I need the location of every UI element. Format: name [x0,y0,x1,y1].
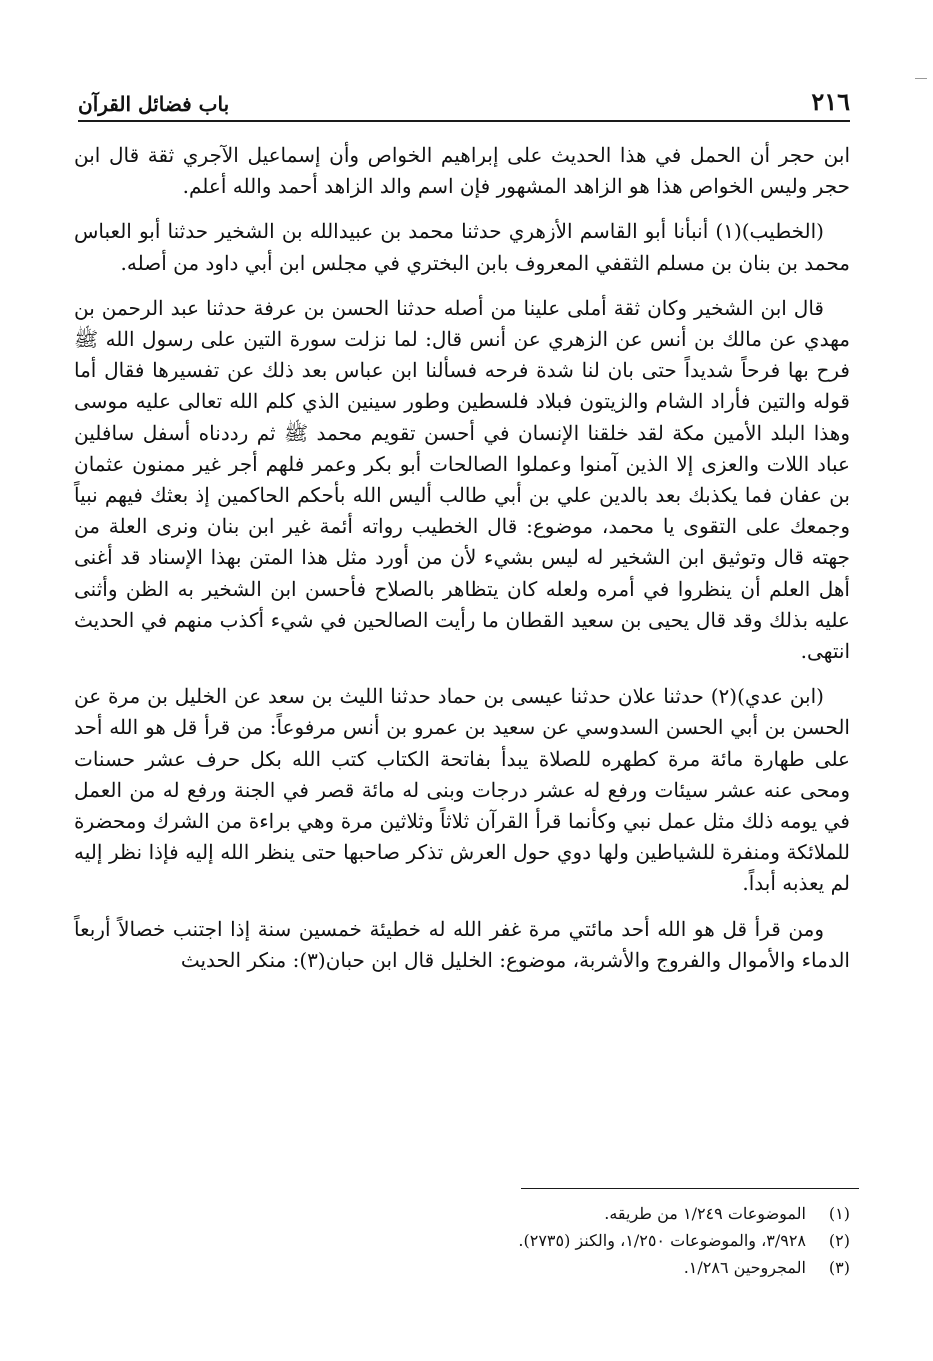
footnote-text: ٣/٩٢٨، والموضوعات ١/٢٥٠، والكنز (٢٧٣٥). [518,1231,806,1250]
footnote-3 [74,1254,850,1281]
paragraph-continuation: ابن حجر أن الحمل في هذا الحديث على إبراهيم الخواص وأن إسماعيل الآجري ثقة قال ابن حجر وليس الخواص هذا هو الزاهد المشهور فإن اسم والد الزاهد أحمد والله أعلم. [74,143,851,199]
footnote-text: الموضوعات ١/٢٤٩ من طريقه. [604,1204,806,1223]
footnote-number: (٣) [828,1258,850,1277]
footnote-number: (٢) [828,1231,850,1250]
edge-mark [915,78,927,79]
page-header [78,86,850,122]
paragraph-ibn-shakhir: قال ابن الشخير وكان ثقة أملى علينا من أصله حدثنا الحسن بن عرفة حدثنا عبد الرحمن بن مهدي عن مالك بن أنس عن الزهري عن أنس قال: لما نزلت سورة التين على رسول الله ﷺ فرح بها فرحاً شديداً حتى بان لنا شدة فرحه فسألنا ابن عباس بعد ذلك عن تفسيرها فقال أما قوله والتين فأراد الشام والزيتون فبلاد فلسطين وطور سينين الذي كلم الله تعالى عليه موسى وهذا البلد الأمين مكة لقد خلقنا الإنسان في أحسن تقويم محمد ﷺ ثم رددناه أسفل سافلين عباد اللات والعزى إلا الذين آمنوا وعملوا الصالحات أبو بكر وعمر فلهم أجر غير ممنون عثمان بن عفان فما يكذبك بعد بالدين علي بن أبي طالب أليس الله بأحكم الحاكمين إذ بعثك فيهم نبياً وجمعك على التقوى يا محمد، موضوع: قال الخطيب رواته أئمة غير ابن بنان ونرى العلة من جهته قال وتوثيق ابن الشخير له ليس بشيء لأن من أورد مثل هذا المتن بهذا الإسناد قد أغنى أهل العلم أن ينظروا في أمره ولعله كان يتظاهر بالصلاح فأحسن ابن الشخير به الظن وأثنى عليه بذلك وقد قال يحيى بن سعيد القطان ما رأيت الصالحين في شيء أكذب منهم في الحديث انتهى. [74,295,851,664]
chapter-title: باب فضائل القرآن [78,92,230,116]
main-text [74,140,850,976]
page-number: ٢١٦ [811,87,850,116]
footnote-2 [74,1227,850,1254]
footnote-text: المجروحين ١/٢٨٦. [683,1258,806,1277]
paragraph-man-qara: ومن قرأ قل هو الله أحد مائتي مرة غفر الله له خطيئة خمسين سنة إذا اجتنب خصالاً أربعاً الدماء والأموال والفروج والأشربة، موضوع: الخليل قال ابن حبان(٣): منكر الحديث [74,916,850,972]
footnotes [74,1200,850,1281]
paragraph-khatib: (الخطيب)(١) أنبأنا أبو القاسم الأزهري حدثنا محمد بن عبيدالله بن الشخير حدثنا أبو العباس محمد بن بنان بن مسلم الثقفي المعروف بابن البختري في مجلس ابن أبي داود من أصله. [74,219,850,275]
paragraph-ibn-adi: (ابن عدي)(٢) حدثنا علان حدثنا عيسى بن حماد حدثنا الليث بن سعد عن الخليل بن مرة عن الحسن بن أبي الحسن السدوسي عن سعيد بن عمرو بن أنس مرفوعاً: من قرأ قل هو الله أحد على طهارة مائة مرة كطهره للصلاة يبدأ بفاتحة الكتاب كتب الله بكل حرف عشر حسنات ومحى عنه عشر سيئات ورفع له عشر درجات وبنى له مائة قصر في الجنة ورفع له من العمل في يومه ذلك مثل عمل نبي وكأنما قرأ القرآن ثلاثاً وثلاثين مرة وهي براءة من الشرك ومحضرة للملائكة ومنفرة للشياطين ولها دوي حول العرش تذكر صاحبها حتى ينظر الله إليه فإذا نظر إليه لم يعذبه أبداً. [74,684,850,896]
footnote-number: (١) [828,1204,850,1223]
footnote-divider [521,1188,859,1189]
footnote-1 [74,1200,850,1227]
